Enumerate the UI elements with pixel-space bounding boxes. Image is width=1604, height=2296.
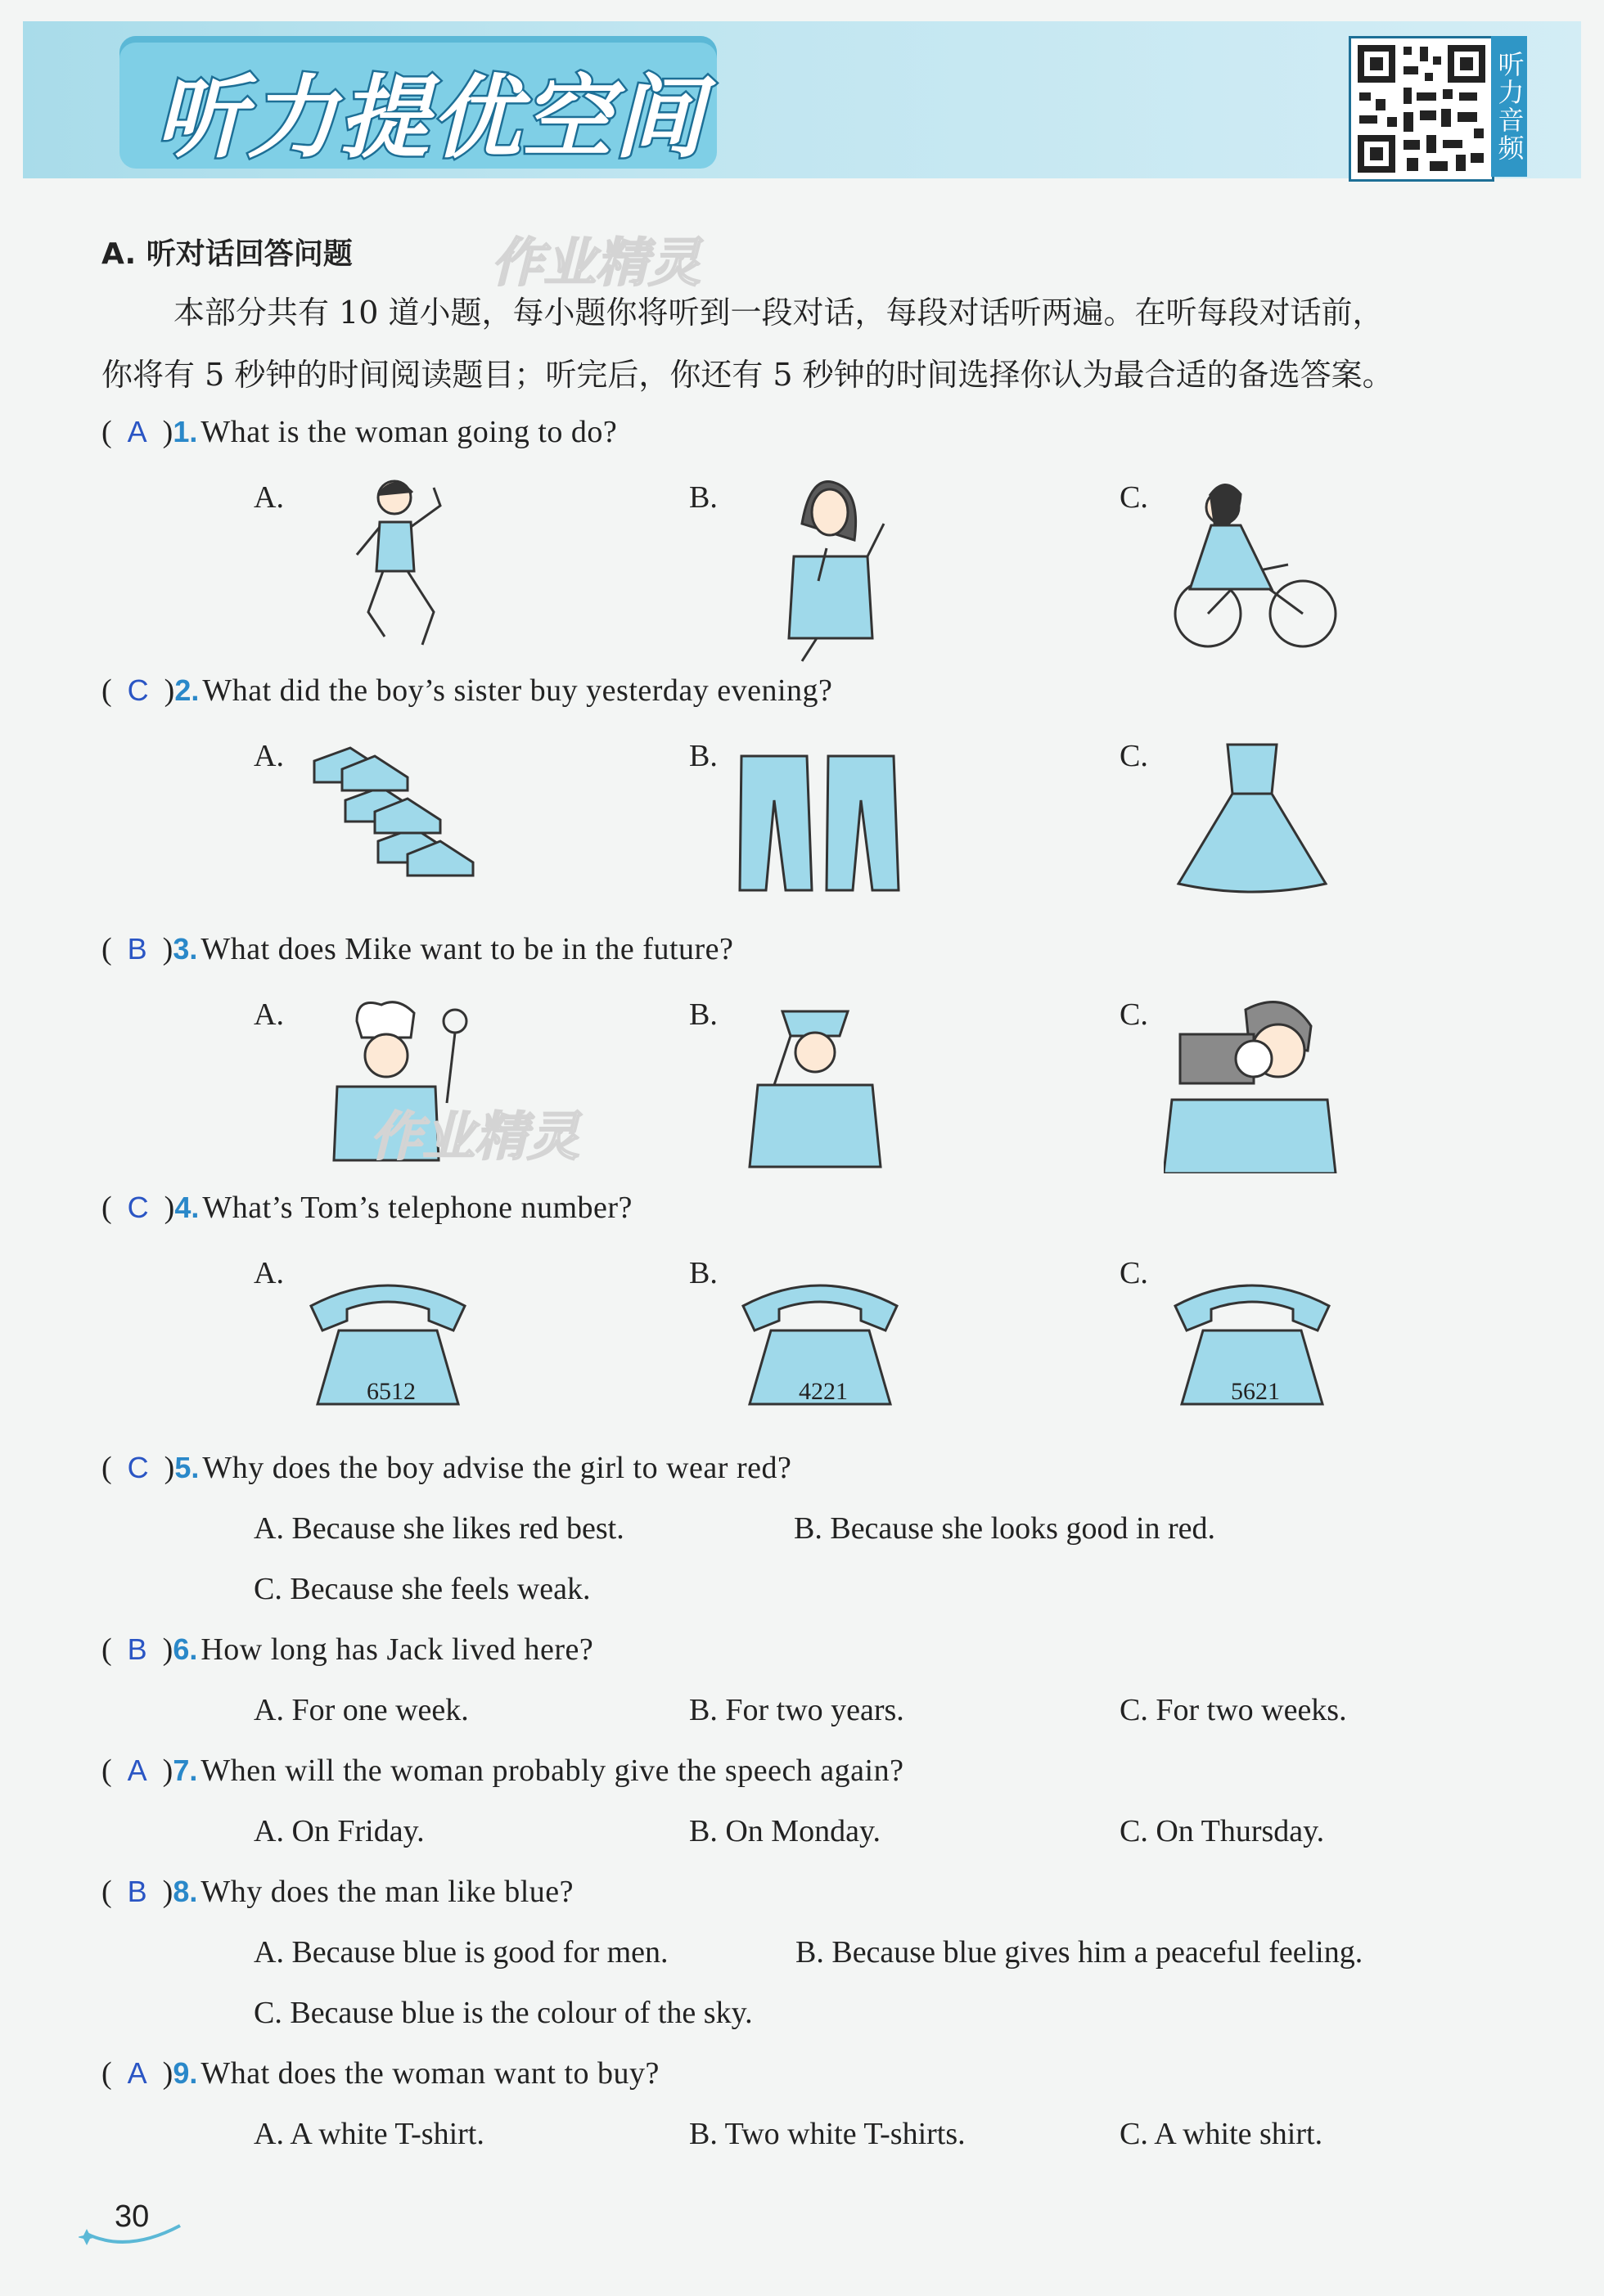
question-text: What’s Tom’s telephone number? — [202, 1191, 633, 1225]
answer-mark: B — [127, 932, 147, 966]
question-number: 3. — [173, 932, 198, 966]
question-text: Why does the man like blue? — [200, 1875, 574, 1909]
intro-line-2: 你将有 5 秒钟的时间阅读题目；听完后，你还有 5 秒钟的时间选择你认为最合适的备选答案。 — [101, 357, 1394, 393]
option-c-label[interactable]: C. — [1120, 739, 1148, 773]
option-c[interactable]: C. For two weeks. — [1120, 1693, 1347, 1727]
question-text: How long has Jack lived here? — [200, 1632, 594, 1667]
option-b-label[interactable]: B. — [689, 480, 718, 515]
phone-number: 6512 — [367, 1378, 416, 1405]
question-row: ( B )3. What does Mike want to be in the future? — [101, 932, 734, 966]
question-number: 6. — [173, 1632, 198, 1666]
option-a-label[interactable]: A. — [254, 739, 284, 773]
question-row: ( A )7. When will the woman probably give the speech again? — [101, 1754, 904, 1788]
option-a[interactable]: A. Because blue is good for men. — [254, 1935, 669, 1970]
option-c-label[interactable]: C. — [1120, 997, 1148, 1032]
dress-icon — [1170, 736, 1334, 900]
phone-number: 5621 — [1231, 1378, 1280, 1405]
option-a[interactable]: A. On Friday. — [254, 1814, 425, 1848]
question-row: ( B )6. How long has Jack lived here? — [101, 1632, 594, 1667]
section-heading: A. 听对话回答问题 — [101, 237, 353, 271]
option-b[interactable]: B. Because she looks good in red. — [794, 1511, 1216, 1546]
question-number: 2. — [174, 673, 200, 707]
option-b-label[interactable]: B. — [689, 1256, 718, 1290]
option-c[interactable]: C. Because she feels weak. — [254, 1572, 591, 1606]
telephone-c — [1170, 1273, 1342, 1412]
question-number: 8. — [173, 1875, 198, 1908]
phone-number: 4221 — [799, 1378, 848, 1405]
girl-speaking-icon — [769, 475, 892, 663]
answer-mark: A — [127, 1754, 147, 1787]
running-girl-icon — [344, 473, 458, 653]
option-b-label[interactable]: B. — [689, 997, 718, 1032]
answer-mark: A — [127, 2056, 147, 2090]
cameraman-icon — [1164, 993, 1344, 1173]
answer-mark: A — [127, 415, 147, 448]
question-row: ( C )4. What’s Tom’s telephone number? — [101, 1191, 633, 1225]
watermark-text: 作业精灵 — [370, 1107, 579, 1168]
question-text: Why does the boy advise the girl to wear red? — [202, 1451, 792, 1485]
question-number: 9. — [173, 2056, 198, 2090]
option-b[interactable]: B. Because blue gives him a peaceful feeling. — [795, 1935, 1363, 1970]
page-number: 30 — [115, 2199, 150, 2234]
question-row: ( C )5. Why does the boy advise the girl to wear red? — [101, 1451, 792, 1485]
option-b[interactable]: B. For two years. — [689, 1693, 904, 1727]
question-row: ( A )1. What is the woman going to do? — [101, 415, 618, 449]
telephone-a — [306, 1273, 478, 1412]
answer-mark: C — [127, 1451, 149, 1484]
option-c[interactable]: C. Because blue is the colour of the sky. — [254, 1996, 753, 2030]
option-c-label[interactable]: C. — [1120, 480, 1148, 515]
telephone-b — [738, 1273, 910, 1412]
question-text: What does Mike want to be in the future? — [200, 932, 734, 966]
question-text: When will the woman probably give the speech again? — [200, 1754, 904, 1788]
option-c[interactable]: C. A white shirt. — [1120, 2117, 1323, 2151]
option-a-label[interactable]: A. — [254, 1256, 284, 1290]
question-number: 4. — [174, 1191, 200, 1224]
option-b[interactable]: B. Two white T-shirts. — [689, 2117, 966, 2151]
option-c-label[interactable]: C. — [1120, 1256, 1148, 1290]
option-a[interactable]: A. For one week. — [254, 1693, 469, 1727]
question-row: ( B )8. Why does the man like blue? — [101, 1875, 574, 1909]
answer-mark: C — [127, 1191, 149, 1224]
option-a[interactable]: A. Because she likes red best. — [254, 1511, 624, 1546]
option-c[interactable]: C. On Thursday. — [1120, 1814, 1325, 1848]
watermark-text: 作业精灵 — [491, 233, 701, 294]
question-number: 1. — [173, 415, 198, 448]
question-number: 5. — [174, 1451, 200, 1484]
option-a-label[interactable]: A. — [254, 480, 284, 515]
question-text: What did the boy’s sister buy yesterday evening? — [202, 673, 833, 708]
question-row: ( A )9. What does the woman want to buy? — [101, 2056, 660, 2091]
trousers-icon — [733, 751, 905, 898]
intro-line-1: 本部分共有 10 道小题，每小题你将听到一段对话，每段对话听两遍。在听每段对话前， — [173, 295, 1384, 331]
question-number: 7. — [173, 1754, 198, 1787]
option-a[interactable]: A. A white T-shirt. — [254, 2117, 484, 2151]
girl-riding-bike-icon — [1165, 475, 1345, 655]
qr-code-icon[interactable] — [1349, 36, 1494, 182]
police-officer-icon — [741, 995, 889, 1175]
option-b[interactable]: B. On Monday. — [689, 1814, 881, 1848]
question-text: What is the woman going to do? — [200, 415, 618, 449]
section-title: 听力提优空间 — [155, 65, 705, 170]
option-a-label[interactable]: A. — [254, 997, 284, 1032]
question-row: ( C )2. What did the boy’s sister buy yesterday evening? — [101, 673, 833, 708]
question-text: What does the woman want to buy? — [200, 2056, 660, 2091]
answer-mark: B — [127, 1875, 147, 1908]
shoes-icon — [309, 736, 489, 892]
answer-mark: B — [127, 1632, 147, 1666]
answer-mark: C — [127, 673, 149, 707]
qr-audio-label: 听力音频 — [1491, 36, 1527, 177]
option-b-label[interactable]: B. — [689, 739, 718, 773]
